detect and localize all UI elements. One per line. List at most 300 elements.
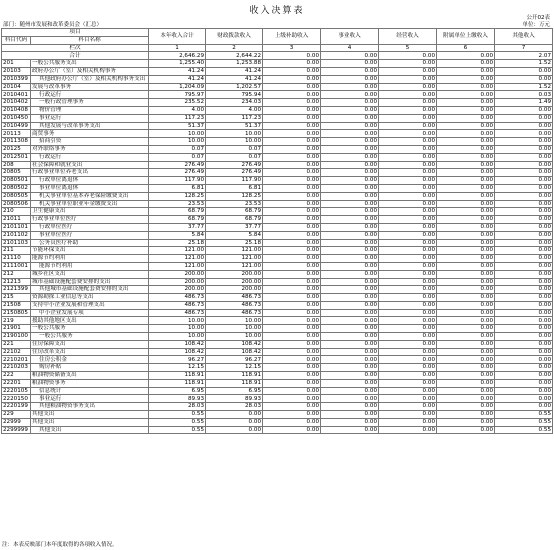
table-row [2,333,553,341]
amount-cell: 0.00 [437,387,495,395]
amount-cell: 0.00 [379,411,437,419]
amount-cell: 0.00 [379,91,437,99]
amount-cell: 0.00 [437,356,495,364]
amount-cell: 0.00 [495,356,553,364]
amount-cell: 0.00 [495,309,553,317]
subject-name: 城市基础设施配套费安排的支出 [31,278,149,286]
subject-name: 公务员医疗补助 [31,239,149,247]
subject-code: 21901 [2,325,31,333]
amount-cell: 0.00 [321,67,379,75]
amount-cell: 0.55 [495,411,553,419]
amount-cell: 0.00 [437,192,495,200]
amount-cell: 0.00 [495,270,553,278]
amount-cell: 117.23 [206,114,263,122]
table-row [2,208,553,216]
amount-cell: 0.00 [495,333,553,341]
amount-cell: 0.00 [437,333,495,341]
amount-cell: 0.00 [379,75,437,83]
amount-cell: 0.00 [379,372,437,380]
amount-cell: 121.00 [149,262,206,270]
amount-cell: 0.00 [437,161,495,169]
amount-cell: 0.00 [379,231,437,239]
subject-name: 物价管理 [31,106,149,114]
subject-code: 2210201 [2,356,31,364]
table-row [2,200,553,208]
amount-cell: 0.00 [263,418,321,426]
table-row [2,192,553,200]
table-row [2,301,553,309]
amount-cell: 0.00 [321,161,379,169]
amount-cell: 28.03 [206,403,263,411]
subject-name: 事业单位离退休 [31,184,149,192]
amount-cell: 1,202.57 [206,83,263,91]
table-row [2,372,553,380]
amount-cell: 0.00 [263,223,321,231]
amount-cell: 25.18 [206,239,263,247]
subject-name: 中小企业发展专项 [31,309,149,317]
subject-code: 2080506 [2,200,31,208]
subject-name: 卫生健康支出 [31,208,149,216]
amount-cell: 96.27 [206,356,263,364]
amount-cell: 0.00 [379,395,437,403]
amount-cell: 0.00 [321,247,379,255]
amount-cell: 486.73 [206,294,263,302]
amount-cell: 68.79 [149,208,206,216]
amount-cell: 0.00 [263,161,321,169]
amount-cell: 0.00 [495,372,553,380]
amount-cell: 89.93 [149,395,206,403]
subject-name: 其他粮油物资事务支出 [31,403,149,411]
amount-cell: 0.00 [437,114,495,122]
subject-name: 行政运行 [31,153,149,161]
amount-cell: 0.00 [263,372,321,380]
subject-code: 21011 [2,216,31,224]
amount-cell: 0.00 [379,106,437,114]
amount-cell: 0.00 [437,278,495,286]
amount-cell: 118.91 [149,379,206,387]
table-row [2,294,553,302]
subject-name: 事业运行 [31,395,149,403]
subject-code: 20103 [2,67,31,75]
amount-cell: 0.00 [437,325,495,333]
amount-cell: 0.00 [263,309,321,317]
amount-cell: 41.24 [149,67,206,75]
total-value: 2.07 [495,52,553,60]
table-row [2,177,553,185]
amount-cell: 0.00 [379,184,437,192]
subject-code: 22999 [2,418,31,426]
amount-cell: 0.00 [321,138,379,146]
total-value: 0.00 [263,52,321,60]
amount-cell: 0.00 [263,340,321,348]
amount-cell: 0.00 [437,364,495,372]
amount-cell: 0.00 [379,333,437,341]
amount-cell: 1,255.40 [149,60,206,68]
amount-cell: 0.00 [495,130,553,138]
amount-cell: 0.00 [495,286,553,294]
subject-code: 2010499 [2,122,31,130]
amount-cell: 0.00 [263,231,321,239]
col-header-other-income: 其他收入 [495,29,553,45]
amount-cell: 0.00 [379,161,437,169]
amount-cell: 276.49 [149,161,206,169]
amount-cell: 37.77 [149,223,206,231]
amount-cell: 0.00 [206,418,263,426]
subject-code: 2190100 [2,333,31,341]
amount-cell: 0.00 [321,387,379,395]
subject-code: 2010399 [2,75,31,83]
amount-cell: 0.00 [379,208,437,216]
report-title: 收入决算表 [249,6,305,16]
amount-cell: 0.00 [495,153,553,161]
amount-cell: 200.00 [149,270,206,278]
subject-name: 机关事业单位基本养老保险缴费支出 [31,192,149,200]
table-row [2,340,553,348]
col-number: 5 [379,44,437,52]
amount-cell: 0.00 [263,301,321,309]
project-header: 项目 [2,29,149,37]
amount-cell: 0.00 [495,255,553,263]
table-row [2,138,553,146]
amount-cell: 0.00 [263,200,321,208]
amount-cell: 4.00 [149,106,206,114]
subject-name: 能源节约利用 [31,255,149,263]
subject-name: 事业运行 [31,114,149,122]
subject-code: 20125 [2,145,31,153]
subject-name: 援助其他地区支出 [31,317,149,325]
subject-name: 商贸事务 [31,130,149,138]
amount-cell: 0.00 [495,208,553,216]
subject-name: 住房公积金 [31,356,149,364]
table-row [2,239,553,247]
amount-cell: 0.00 [495,379,553,387]
amount-cell: 0.00 [495,138,553,146]
amount-cell: 0.00 [263,75,321,83]
subject-name: 对外联络事务 [31,145,149,153]
subject-code-header: 科目代码 [2,36,31,44]
amount-cell: 0.00 [495,278,553,286]
col-number: 1 [149,44,206,52]
amount-cell: 0.00 [495,75,553,83]
amount-cell: 4.00 [206,106,263,114]
amount-cell: 0.00 [437,208,495,216]
amount-cell: 28.03 [149,403,206,411]
amount-cell: 0.00 [321,130,379,138]
amount-cell: 0.00 [437,379,495,387]
amount-cell: 0.00 [263,356,321,364]
amount-cell: 0.00 [263,114,321,122]
amount-cell: 0.00 [495,348,553,356]
amount-cell: 0.00 [321,145,379,153]
amount-cell: 0.55 [495,426,553,434]
amount-cell: 0.00 [321,169,379,177]
amount-cell: 1.49 [495,99,553,107]
amount-cell: 0.00 [379,169,437,177]
amount-cell: 0.00 [437,348,495,356]
amount-cell: 0.00 [379,200,437,208]
amount-cell: 0.55 [149,426,206,434]
amount-cell: 0.00 [321,286,379,294]
amount-cell: 10.00 [149,138,206,146]
table-row [2,418,553,426]
amount-cell: 0.00 [263,122,321,130]
amount-cell: 121.00 [206,255,263,263]
amount-cell: 10.00 [149,317,206,325]
subject-code: 20805 [2,169,31,177]
amount-cell: 0.00 [379,262,437,270]
amount-cell: 0.00 [321,426,379,434]
subject-name: 其他支出 [31,418,149,426]
amount-cell: 0.00 [321,309,379,317]
amount-cell: 0.00 [379,317,437,325]
amount-cell: 0.00 [206,411,263,419]
subject-name: 其他发展与改革事务支出 [31,122,149,130]
subject-name: 行政单位离退休 [31,177,149,185]
table-row [2,262,553,270]
subject-name: 住房保障支出 [31,340,149,348]
amount-cell: 0.00 [321,75,379,83]
amount-cell: 0.00 [437,270,495,278]
table-row [2,153,553,161]
amount-cell: 0.00 [379,379,437,387]
subject-name: 政府办公厅（室）及相关机构事务 [31,67,149,75]
subject-name: 能源节约利用 [31,262,149,270]
subject-code: 2101102 [2,231,31,239]
amount-cell: 235.52 [149,99,206,107]
table-row [2,83,553,91]
amount-cell: 68.79 [149,216,206,224]
amount-cell: 0.00 [437,294,495,302]
subject-name: 其他支出 [31,426,149,434]
table-row [2,403,553,411]
amount-cell: 10.00 [206,317,263,325]
income-table [1,28,553,434]
amount-cell: 0.00 [437,91,495,99]
amount-cell: 0.00 [495,395,553,403]
table-row [2,130,553,138]
amount-cell: 0.00 [437,317,495,325]
subject-code: 211 [2,247,31,255]
subject-code: 2220150 [2,395,31,403]
amount-cell: 0.00 [379,247,437,255]
amount-cell: 200.00 [149,286,206,294]
amount-cell: 0.00 [263,192,321,200]
amount-cell: 0.00 [321,333,379,341]
amount-cell: 5.84 [149,231,206,239]
amount-cell: 0.00 [379,286,437,294]
amount-cell: 108.42 [206,340,263,348]
amount-cell: 0.00 [379,270,437,278]
amount-cell: 117.90 [206,177,263,185]
table-row [2,223,553,231]
amount-cell: 12.15 [206,364,263,372]
amount-cell: 795.97 [149,91,206,99]
amount-cell: 0.00 [437,247,495,255]
amount-cell: 51.37 [206,122,263,130]
amount-cell: 0.00 [321,99,379,107]
amount-cell: 0.00 [263,216,321,224]
department-label: 部门：随州市发展和改革委员会（汇总） [3,22,103,28]
amount-cell: 0.00 [263,317,321,325]
amount-cell: 234.03 [206,99,263,107]
amount-cell: 0.00 [263,387,321,395]
amount-cell: 0.00 [321,270,379,278]
amount-cell: 0.00 [321,60,379,68]
amount-cell: 89.93 [206,395,263,403]
amount-cell: 0.00 [495,192,553,200]
amount-cell: 0.00 [321,239,379,247]
amount-cell: 108.42 [206,348,263,356]
amount-cell: 0.00 [263,83,321,91]
table-row [2,169,553,177]
subject-name-header: 科目名称 [31,36,149,44]
amount-cell: 0.00 [263,426,321,434]
amount-cell: 0.00 [263,60,321,68]
amount-cell: 0.00 [437,239,495,247]
amount-cell: 200.00 [206,286,263,294]
amount-cell: 0.00 [321,411,379,419]
subject-code: 20104 [2,83,31,91]
amount-cell: 10.00 [149,333,206,341]
amount-cell: 0.00 [379,153,437,161]
amount-cell: 0.00 [437,83,495,91]
amount-cell: 486.73 [149,301,206,309]
subject-name: 支持中小企业发展和管理支出 [31,301,149,309]
amount-cell: 0.00 [379,83,437,91]
total-value: 0.00 [321,52,379,60]
total-label: 合计 [2,52,149,60]
table-row [2,309,553,317]
amount-cell: 0.00 [437,223,495,231]
subject-code: 221 [2,340,31,348]
subject-code: 2010450 [2,114,31,122]
subject-name: 其他支出 [31,411,149,419]
amount-cell: 0.00 [437,200,495,208]
subject-code: 2010408 [2,106,31,114]
amount-cell: 0.00 [263,411,321,419]
amount-cell: 0.00 [437,184,495,192]
col-number: 3 [263,44,321,52]
table-row [2,247,553,255]
subject-name: 一般公共服务 [31,333,149,341]
amount-cell: 0.00 [437,169,495,177]
amount-cell: 486.73 [149,309,206,317]
amount-cell: 41.24 [206,67,263,75]
amount-cell: 108.42 [149,348,206,356]
table-row [2,286,553,294]
table-row [2,348,553,356]
table-row [2,270,553,278]
table-row [2,411,553,419]
amount-cell: 0.00 [321,294,379,302]
subject-code: 2010401 [2,91,31,99]
amount-cell: 0.00 [495,239,553,247]
table-row [2,325,553,333]
amount-cell: 0.00 [495,301,553,309]
amount-cell: 0.00 [321,177,379,185]
amount-cell: 121.00 [206,247,263,255]
amount-cell: 68.79 [206,208,263,216]
amount-cell: 0.07 [206,153,263,161]
amount-cell: 0.00 [321,91,379,99]
amount-cell: 0.00 [437,418,495,426]
subject-name: 社会保障和就业支出 [31,161,149,169]
amount-cell: 0.00 [379,294,437,302]
amount-cell: 6.95 [149,387,206,395]
amount-cell: 51.37 [149,122,206,130]
amount-cell: 0.00 [263,247,321,255]
subject-name: 行政运行 [31,91,149,99]
amount-cell: 0.00 [263,106,321,114]
col-number: 2 [206,44,263,52]
amount-cell: 0.00 [263,169,321,177]
subject-code: 201 [2,60,31,68]
col-header-operating-income: 经营收入 [379,29,437,45]
amount-cell: 0.00 [263,364,321,372]
amount-cell: 0.00 [379,67,437,75]
amount-cell: 0.00 [321,255,379,263]
amount-cell: 0.00 [437,177,495,185]
amount-cell: 10.00 [206,325,263,333]
amount-cell: 0.00 [379,426,437,434]
amount-cell: 0.00 [437,262,495,270]
amount-cell: 0.00 [379,216,437,224]
total-value: 0.00 [379,52,437,60]
amount-cell: 0.00 [437,99,495,107]
subject-name: 其他城市基础设施配套费安排的支出 [31,286,149,294]
subject-code: 2210203 [2,364,31,372]
col-number: 6 [437,44,495,52]
amount-cell: 0.00 [379,325,437,333]
amount-cell: 1.52 [495,60,553,68]
amount-cell: 0.00 [321,403,379,411]
amount-cell: 118.91 [206,372,263,380]
amount-cell: 0.00 [495,200,553,208]
amount-cell: 0.00 [379,255,437,263]
amount-cell: 0.00 [263,130,321,138]
amount-cell: 0.00 [321,317,379,325]
amount-cell: 0.00 [263,153,321,161]
col-number: 7 [495,44,553,52]
amount-cell: 118.91 [206,379,263,387]
amount-cell: 0.00 [263,67,321,75]
amount-cell: 1.52 [495,83,553,91]
amount-cell: 0.00 [437,309,495,317]
amount-cell: 0.00 [321,372,379,380]
amount-cell: 0.00 [321,223,379,231]
subject-code: 2121399 [2,286,31,294]
amount-cell: 0.00 [437,411,495,419]
amount-cell: 276.49 [206,161,263,169]
subject-name: 资源勘探工业信息等支出 [31,294,149,302]
table-row [2,161,553,169]
amount-cell: 0.00 [495,340,553,348]
amount-cell: 0.00 [437,301,495,309]
amount-cell: 0.00 [321,364,379,372]
amount-cell: 121.00 [149,247,206,255]
amount-cell: 0.00 [321,379,379,387]
amount-cell: 0.00 [379,60,437,68]
amount-cell: 6.81 [206,184,263,192]
amount-cell: 10.00 [206,333,263,341]
subject-name: 招商引资 [31,138,149,146]
subject-code: 21110 [2,255,31,263]
amount-cell: 0.00 [379,340,437,348]
amount-cell: 0.00 [321,153,379,161]
amount-cell: 0.00 [495,387,553,395]
amount-cell: 0.00 [495,216,553,224]
amount-cell: 0.00 [321,301,379,309]
